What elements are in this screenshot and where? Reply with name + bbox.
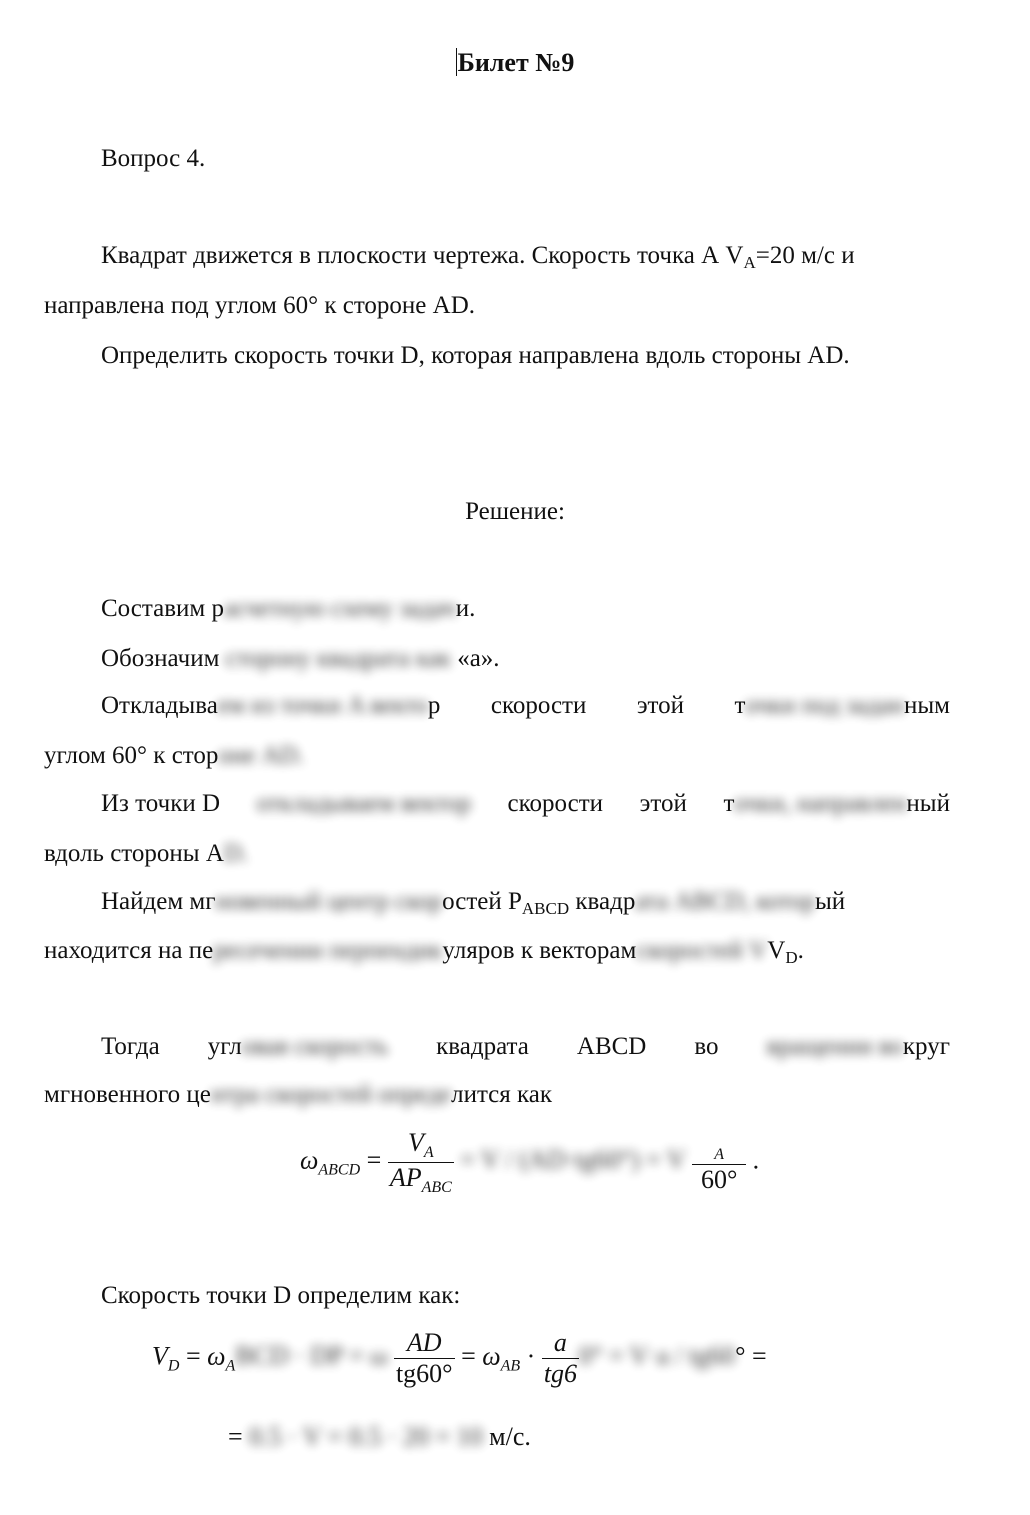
solution-line-7: Найдем мгновенный центр скоростей $P_{ABCD}$ квадрата ABCD, который bbox=[101, 888, 846, 918]
problem-line-1: Квадрат движется в плоскости чертежа. Скорость точка А $V_A=20$ м/с и bbox=[101, 242, 855, 272]
blurred-text: сторону квадрата как bbox=[225, 645, 451, 672]
formula-velocity-d: $V_D = \omega_ABCD$ · DP = ω $\frac{AD}{tg60^\circ}$ = $\omega_{AB}$ · $\frac{a}{tg6}$ 0° = V·a / tg60° = bbox=[152, 1328, 767, 1388]
solution-line-8: находится на пересечении перпендикуляров к векторамскоростей $VV_D$. bbox=[44, 937, 804, 967]
document-title: Билет №9 bbox=[457, 48, 575, 77]
solution-line-1: Составим расчетную схему задачи. bbox=[101, 595, 476, 622]
question-label: Вопрос 4. bbox=[101, 145, 206, 172]
solution-line-5: Из точки D откладываем вектор скорости этой точки, направленный bbox=[101, 790, 950, 817]
blurred-text: откладываем вектор bbox=[256, 790, 471, 817]
solution-line-10: мгновенного центра скоростей определится как bbox=[44, 1081, 553, 1108]
blurred-text: ресечении перпендик bbox=[213, 937, 443, 964]
blurred-text: D. bbox=[223, 840, 249, 867]
blurred-text: очки под задан bbox=[745, 692, 904, 719]
blurred-text: очки, направлен bbox=[734, 790, 907, 817]
fraction: $\frac{_A}{60^\circ}$ bbox=[692, 1130, 746, 1195]
solution-line-3: Откладываем из точки A вектор скорости этой точки под заданным bbox=[101, 692, 950, 719]
fraction: $\frac{AD}{tg60^\circ}$ bbox=[395, 1328, 453, 1388]
fraction: $\frac{a}{tg6}$ bbox=[543, 1328, 578, 1388]
fraction: $\frac{V_A}{AP_{ABC}}$ bbox=[389, 1128, 452, 1196]
blurred-formula: 0.5 · V = 0.5 · 20 = 10 bbox=[249, 1422, 483, 1451]
text-cursor bbox=[456, 48, 457, 76]
blurred-formula: 0° = V·a / tg60 bbox=[579, 1341, 736, 1371]
solution-line-9: Тогда угловая скорость квадрата ABCD во вращении вокруг bbox=[101, 1033, 950, 1060]
formula-velocity-d-result: = 0.5 · V = 0.5 · 20 = 10 м/с. bbox=[228, 1422, 531, 1451]
formula-angular-velocity: $\omega_{ABCD}$ = $\frac{V_A}{AP_{ABC}}$ = V / (AD·tg60°) = V $\frac{_A}{60^\circ}$ . bbox=[300, 1128, 760, 1196]
blurred-text: нтра скоростей опреде bbox=[210, 1081, 452, 1108]
blurred-text: скоростей V bbox=[636, 937, 768, 964]
problem-line-3: Определить скорость точки D, которая направлена вдоль стороны AD. bbox=[101, 342, 850, 369]
solution-line-11: Скорость точки D определим как: bbox=[101, 1282, 461, 1309]
solution-line-2: Обозначим сторону квадрата как «а». bbox=[101, 645, 500, 672]
blurred-text: ата ABCD, котор bbox=[635, 888, 815, 915]
solution-line-4: углом 60° к стороне AD. bbox=[44, 742, 304, 769]
solution-label: Решение: bbox=[465, 498, 565, 525]
blurred-formula: BCD · DP = ω bbox=[235, 1341, 388, 1371]
blurred-text: вращении во bbox=[766, 1033, 903, 1060]
blurred-text: ем из точки A векто bbox=[217, 692, 428, 719]
blurred-text: асчетную схему задач bbox=[223, 595, 456, 622]
blurred-text: оне AD. bbox=[218, 742, 304, 769]
blurred-text: новенный центр скор bbox=[215, 888, 443, 915]
blurred-text: овая скорость bbox=[241, 1033, 389, 1060]
problem-line-2: направлена под углом 60° к стороне AD. bbox=[44, 292, 475, 319]
solution-line-6: вдоль стороны АD. bbox=[44, 840, 249, 867]
blurred-formula: = V / (AD·tg60°) = V bbox=[460, 1145, 686, 1175]
